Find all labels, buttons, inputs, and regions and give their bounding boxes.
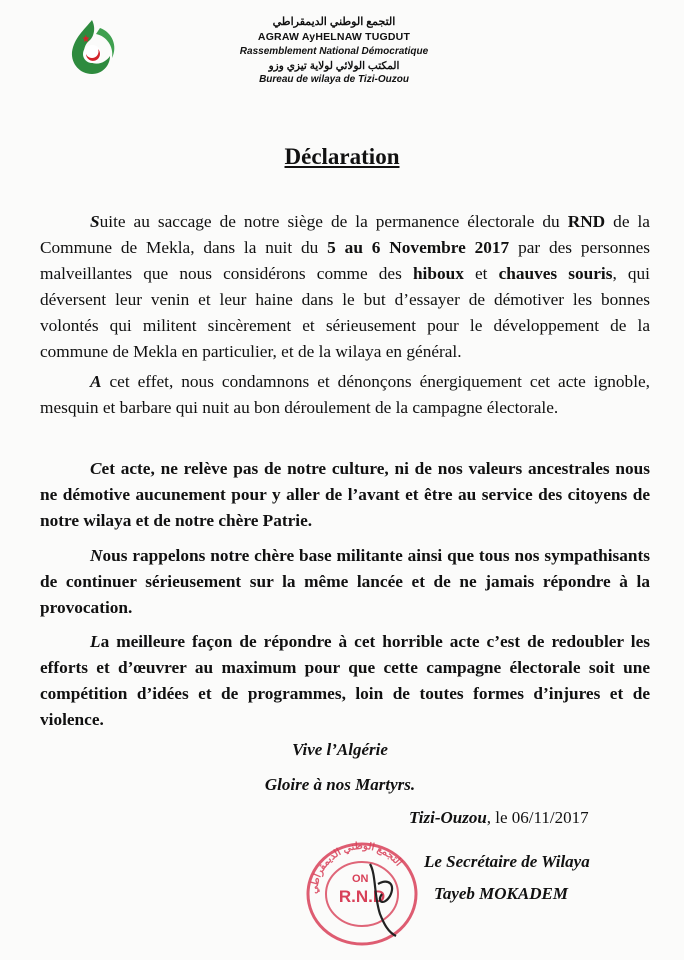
official-stamp: [292, 824, 432, 950]
emphasized-text: chauves souris: [498, 264, 613, 283]
rnd-logo: [62, 16, 122, 78]
arabic-bureau-name: المكتب الولائي لولاية تيزي وزو: [268, 60, 400, 72]
paragraph-text: de la Commune de Mekla, dans la nuit du: [40, 212, 650, 257]
paragraph-text: , qui déversent leur venin et leur haine dans le but d’essayer de démotiver les bonnes volontés qui militent sincèrement et sérieusement pour le développement de la commune de Mekla en particulier, et de la wilaya en général.: [40, 264, 650, 361]
emphasized-text: et acte, ne relève pas de notre culture, ni de nos valeurs ancestrales nous ne démotive aucunement pour y aller de l’avant et être au service des citoyens de notre wilaya et de notre chère Patrie.: [40, 459, 650, 530]
french-party-name: Rassemblement National Démocratique: [239, 46, 429, 57]
paragraph-text: cet effet, nous condamnons et dénonçons énergiquement cet acte ignoble, mesquin et barbare qui nuit au bon déroulement de la campagne électorale.: [40, 372, 650, 417]
arabic-party-name: التجمع الوطني الديمقراطي: [272, 16, 396, 28]
paragraph-2: [40, 369, 650, 421]
paragraph-initial: C: [90, 459, 102, 478]
paragraph-5: [40, 629, 650, 733]
stamp-ring-text: التجمع الوطني الديمقراطي: [308, 840, 404, 895]
paragraph-text: par des personnes malveillantes que nous considérons comme des: [40, 238, 651, 283]
paragraph-initial: S: [90, 212, 100, 231]
closing-vive: Vive l’Algérie: [292, 740, 388, 759]
paragraph-text: et: [463, 264, 499, 283]
kabyle-party-name: AGRAW AyHELNAW TUGDUT: [257, 31, 411, 43]
signature-role: Le Secrétaire de Wilaya: [424, 852, 590, 871]
signature-name: Tayeb MOKADEM: [434, 884, 568, 903]
place-city: Tizi-Ouzou: [409, 808, 487, 827]
emphasized-text: a meilleure façon de répondre à cet horrible acte c’est de redoubler les efforts et d’œuvrer au maximum pour que cette campagne électorale soit une compétition d’idées et de programmes, loin de toutes formes d’injures et de violence.: [40, 632, 650, 729]
document-title: Déclaration: [284, 144, 400, 169]
paragraph-initial: A: [90, 372, 102, 391]
paragraph-initial: L: [90, 632, 101, 651]
emphasized-text: hiboux: [412, 264, 464, 283]
place-date-text: , le 06/11/2017: [486, 808, 589, 827]
paragraph-1: [40, 209, 650, 365]
emphasized-text: ous rappelons notre chère base militante ainsi que tous nos sympathisants de continuer sérieusement sur la même lancée et de ne jamais répondre à la provocation.: [40, 546, 650, 617]
closing-gloire: Gloire à nos Martyrs.: [264, 775, 416, 794]
emphasized-text: RND: [567, 212, 606, 231]
paragraph-text: uite au saccage de notre siège de la permanence électorale du: [99, 212, 568, 231]
emphasized-text: 5 au 6 Novembre 2017: [327, 238, 510, 257]
paragraph-initial: N: [90, 546, 103, 565]
paragraph-3: [40, 456, 650, 534]
stamp-center-text: R.N.D: [338, 887, 386, 906]
place-date: [409, 808, 589, 828]
letterhead: [214, 16, 454, 87]
french-bureau-name: Bureau de wilaya de Tizi-Ouzou: [259, 74, 409, 85]
stamp-top-text: ON: [352, 873, 369, 885]
paragraph-4: [40, 543, 650, 621]
